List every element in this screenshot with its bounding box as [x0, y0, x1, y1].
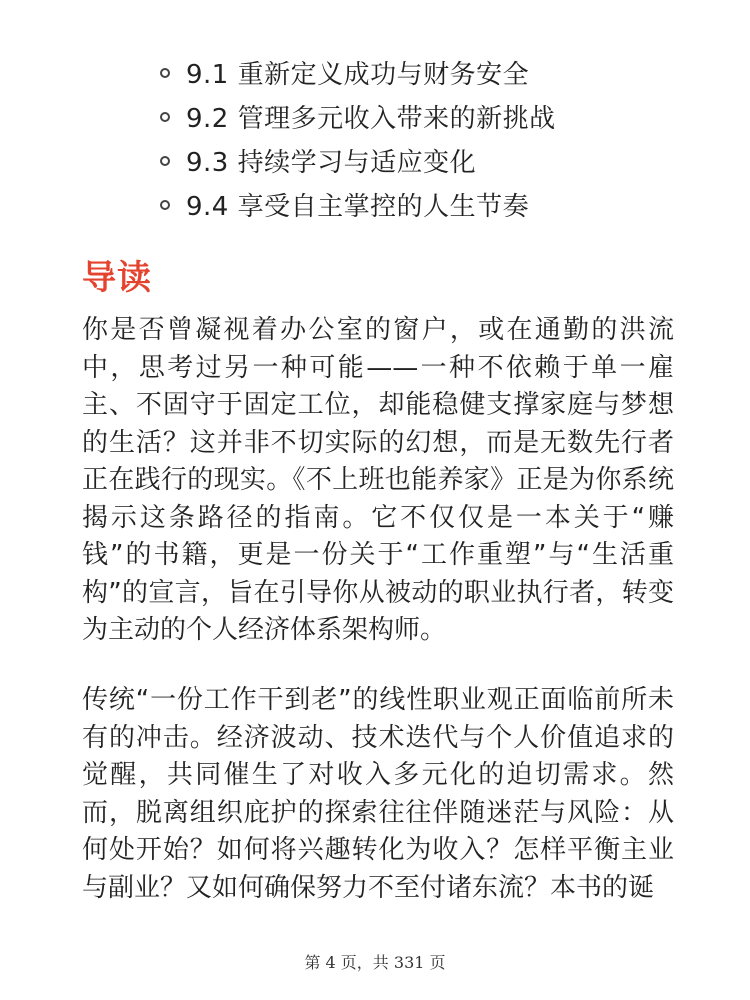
page-number: 第 4 页，共 331 页	[304, 953, 446, 972]
circle-bullet-icon	[160, 68, 170, 78]
toc-item-9-2[interactable]	[160, 94, 556, 138]
toc-item-label: 9.3 持续学习与适应变化	[186, 147, 477, 178]
circle-bullet-icon	[160, 156, 170, 166]
body-paragraph: 你是否曾凝视着办公室的窗户，或在通勤的洪流中，思考过另一种可能——一种不依赖于单一雇主、不固守于固定工位，却能稳健支撑家庭与梦想的生活？这并非不切实际的幻想，而是无数先行者正在践行的现实。《不上班也能养家》正是为你系统揭示这条路径的指南。它不仅仅是一本关于“赚钱”的书籍，更是一份关于“工作重塑”与“生活重构”的宣言，旨在引导你从被动的职业执行者，转变为主动的个人经济体系架构师。	[82, 315, 674, 645]
toc-item-9-1[interactable]	[160, 50, 556, 94]
toc-item-label: 9.2 管理多元收入带来的新挑战	[186, 103, 556, 134]
toc-item-label: 9.1 重新定义成功与财务安全	[186, 59, 530, 90]
section-title: 导读	[82, 258, 152, 298]
toc-item-9-4[interactable]	[160, 182, 556, 226]
toc-item-9-3[interactable]	[160, 138, 556, 182]
circle-bullet-icon	[160, 112, 170, 122]
table-of-contents	[160, 50, 556, 226]
body-paragraph: 传统“一份工作干到老”的线性职业观正面临前所未有的冲击。经济波动、技术迭代与个人价值追求的觉醒，共同催生了对收入多元化的迫切需求。然而，脱离组织庇护的探索往往伴随迷茫与风险：从何处开始？如何将兴趣转化为收入？怎样平衡主业与副业？又如何确保努力不至付诸东流？本书的诞	[82, 685, 674, 903]
circle-bullet-icon	[160, 200, 170, 210]
toc-item-label: 9.4 享受自主掌控的人生节奏	[186, 191, 530, 222]
